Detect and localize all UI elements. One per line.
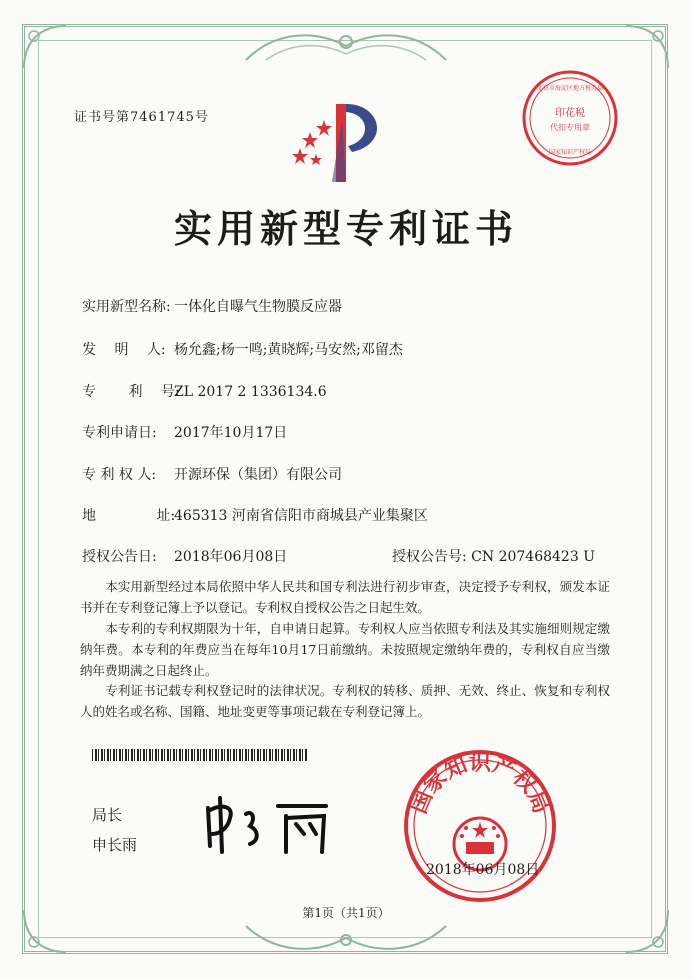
seal-ring-text: 北京市海淀区地方税务局 <box>536 85 604 92</box>
field-value: 一体化自曝气生物膜反应器 <box>174 299 342 315</box>
director-signature <box>200 788 350 858</box>
field-address <box>82 505 428 525</box>
director-title: 局长 <box>92 806 123 824</box>
field-patentee <box>82 464 342 484</box>
field-inventors <box>82 339 403 359</box>
director-name: 申长雨 <box>92 836 138 854</box>
seal-date: 2018年06月08日 <box>426 862 540 878</box>
seal-bottom-text: 国家知识产权局 <box>548 149 592 156</box>
corner-ornament-tr <box>622 22 672 72</box>
field-label: 专 利 权 人: <box>82 467 157 483</box>
field-grant-date <box>82 546 287 566</box>
cnipa-logo-icon <box>286 90 396 190</box>
field-label: 专利申请日: <box>82 425 157 441</box>
director-block <box>92 800 137 860</box>
field-value: 465313 河南省信阳市商城县产业集聚区 <box>174 508 428 524</box>
field-utility-model-name <box>82 296 342 316</box>
field-value: 2018年06月08日 <box>174 549 288 565</box>
cnipa-official-seal <box>400 746 560 906</box>
barcode <box>92 749 308 761</box>
field-value: ZL 2017 2 1336134.6 <box>174 384 327 400</box>
bottom-ornament <box>236 920 456 960</box>
field-label: 实用新型名称: <box>82 299 171 315</box>
corner-ornament-tl <box>20 22 70 72</box>
top-ornament <box>236 20 456 68</box>
field-label: 专 利 号: <box>82 384 180 400</box>
field-label: 授权公告日: <box>82 549 157 565</box>
field-value: CN 207468423 U <box>471 549 595 565</box>
seal-center-text: 印花税 <box>555 108 585 119</box>
paragraph-grant: 本实用新型经过本局依照中华人民共和国专利法进行初步审查，决定授予专利权，颁发本证书并在专利登记簿上予以登记。专利权自授权公告之日起生效。 <box>80 579 610 615</box>
field-value: 2017年10月17日 <box>174 425 288 441</box>
field-label: 授权公告号: <box>392 549 467 565</box>
field-value: 杨允鑫;杨一鸣;黄晓辉;马安然;邓留杰 <box>174 342 403 358</box>
field-patent-number <box>82 381 327 401</box>
paragraph-term: 本专利的专利权期限为十年，自申请日起算。专利权人应当依照专利法及其实施细则规定缴纳年费。本专利的年费应当在每年10月17日前缴纳。未按照规定缴纳年费的，专利权自应当缴纳年费期满之日起终止。 <box>80 621 610 678</box>
paragraph-legal-status: 专利证书记载专利权登记时的法律状况。专利权的转移、质押、无效、终止、恢复和专利权人的姓名或名称、国籍、地址变更等事项记载在专利登记簿上。 <box>80 683 610 719</box>
seal-ring-text: 国家知识产权局 <box>406 751 554 818</box>
seal-center-text-2: 代扣专用章 <box>550 123 590 132</box>
field-value: 开源环保（集团）有限公司 <box>174 467 342 483</box>
tax-stamp-seal <box>520 68 620 168</box>
page-footer: 第1页（共1页） <box>302 906 390 920</box>
field-label: 发 明 人: <box>82 342 166 358</box>
field-grant-publication-number <box>392 546 595 566</box>
certificate-number: 证书号第7461745号 <box>74 110 209 125</box>
field-filing-date <box>82 422 287 442</box>
page-title: 实用新型专利证书 <box>173 206 518 251</box>
field-label: 地 址: <box>82 508 176 524</box>
